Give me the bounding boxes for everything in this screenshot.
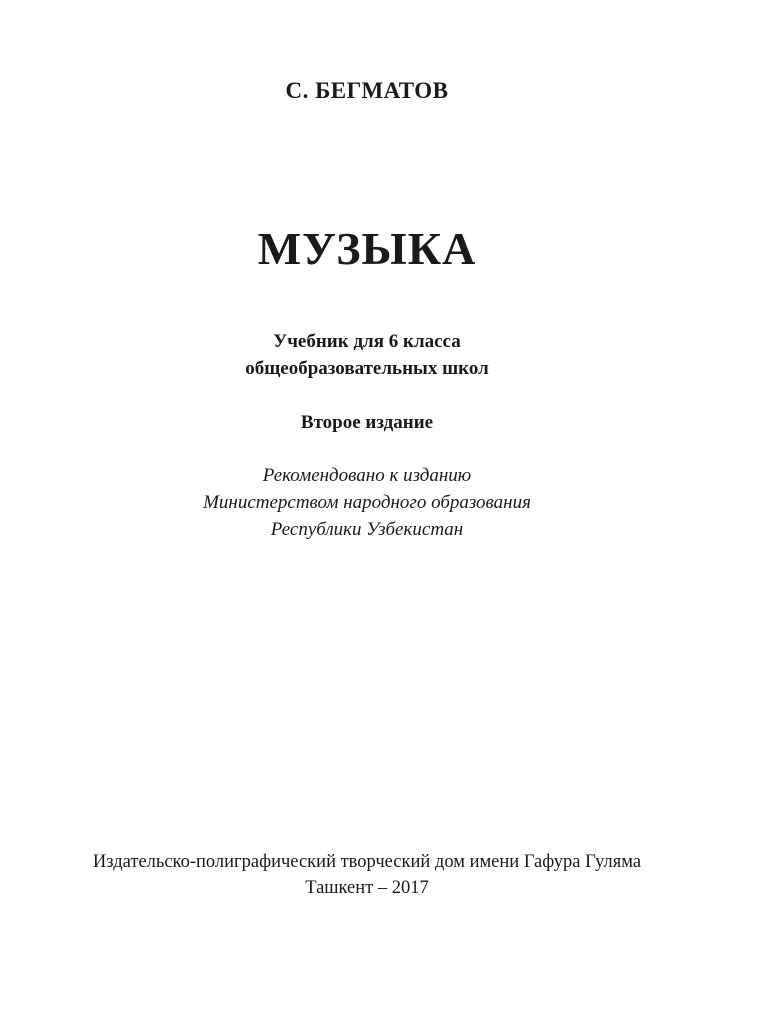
recommendation-line-3: Республики Узбекистан: [270, 519, 464, 540]
publisher-name: Издательско-полиграфический творческий дом имени Гафура Гуляма: [92, 852, 642, 872]
subtitle-line-1: Учебник для 6 класса: [273, 331, 461, 352]
book-title: МУЗЫКА: [257, 223, 477, 274]
edition-label: Второе издание: [300, 412, 434, 433]
author-name: С. БЕГМАТОВ: [285, 78, 449, 103]
recommendation-line-1: Рекомендовано к изданию: [262, 465, 472, 486]
subtitle-line-2: общеобразовательных школ: [245, 358, 489, 379]
recommendation-line-2: Министерством народного образования: [203, 492, 531, 513]
city-year: Ташкент – 2017: [305, 878, 429, 898]
